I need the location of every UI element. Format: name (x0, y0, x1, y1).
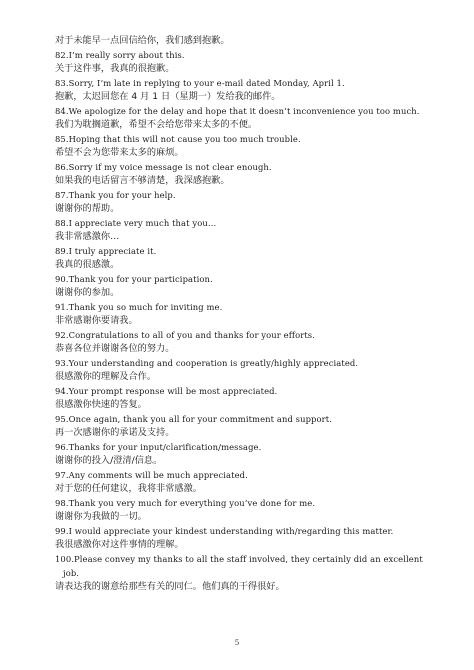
english-phrase-line: 84.We apologize for the delay and hope that it doesn’t inconvenience you too much. (55, 106, 420, 116)
chinese-translation-line: 对于未能早一点回信给你，我们感到抱歉。 (55, 35, 230, 46)
chinese-translation-line: 恭喜各位并谢谢各位的努力。 (55, 343, 175, 354)
chinese-translation-line: 很感激你快速的答复。 (55, 399, 147, 410)
english-phrase-line: 93.Your understanding and cooperation is greatly/highly appreciated. (55, 358, 359, 368)
english-phrase-line: 85.Hoping that this will not cause you too much trouble. (55, 134, 301, 144)
chinese-translation-line: 对于您的任何建议，我将非常感激。 (55, 483, 202, 494)
english-phrase-line: 94.Your prompt response will be most appreciated. (55, 386, 278, 396)
chinese-translation-line: 如果我的电话留言不够清楚，我深感抱歉。 (55, 175, 230, 186)
chinese-translation-line: 我非常感激你… (55, 231, 120, 242)
chinese-translation-line: 谢谢你为我做的一切。 (55, 511, 147, 522)
english-phrase-line: 89.I truly appreciate it. (55, 246, 157, 256)
chinese-translation-line: 谢谢你的投入/澄清/信息。 (55, 455, 163, 466)
english-phrase-line: 92.Congratulations to all of you and thanks for your efforts. (55, 330, 315, 340)
english-phrase-line: 99.I would appreciate your kindest understanding with/regarding this matter. (55, 526, 394, 536)
chinese-translation-line: 希望不会为您带来太多的麻烦。 (55, 147, 184, 158)
english-phrase-line: 88.I appreciate very much that you… (55, 218, 217, 228)
english-phrase-line: 96.Thanks for your input/clarification/message. (55, 442, 262, 452)
chinese-translation-line: 我们为耽搁道歉，希望不会给您带来太多的不便。 (55, 119, 258, 130)
english-phrase-line: 95.Once again, thank you all for your commitment and support. (55, 414, 332, 424)
english-phrase-line: 97.Any comments will be much appreciated. (55, 470, 248, 480)
english-phrase-line: 82.I’m really sorry about this. (55, 50, 185, 60)
english-phrase-line: 83.Sorry, I’m late in replying to your e-mail dated Monday, April 1. (55, 78, 345, 88)
english-phrase-line: 100.Please convey my thanks to all the staff involved, they certainly did an excellent (55, 554, 423, 564)
chinese-translation-line: 再一次感谢你的承诺及支持。 (55, 427, 175, 438)
chinese-translation-line: 请表达我的谢意给那些有关的同仁。他们真的干得很好。 (55, 581, 285, 592)
english-phrase-line: 87.Thank you for your help. (55, 190, 176, 200)
page-number: 5 (234, 637, 240, 647)
chinese-translation-line: 谢谢你的帮助。 (55, 203, 120, 214)
chinese-translation-line: 我很感激你对这件事情的理解。 (55, 539, 184, 550)
document-body (55, 34, 455, 594)
english-phrase-line: 91.Thank you so much for inviting me. (55, 302, 223, 312)
chinese-translation-line: 谢谢你的参加。 (55, 287, 120, 298)
chinese-translation-line: 我真的很感激。 (55, 259, 120, 270)
english-phrase-line: 90.Thank you for your participation. (55, 274, 213, 284)
english-phrase-line: 86.Sorry if my voice message is not clear enough. (55, 162, 272, 172)
chinese-translation-line: 很感激你的理解及合作。 (55, 371, 157, 382)
chinese-translation-line: 关于这件事，我真的很抱歉。 (55, 63, 175, 74)
english-phrase-line: job. (63, 568, 80, 578)
chinese-translation-line: 抱歉，太迟回您在 4 月 1 日（星期一）发给我的邮件。 (55, 91, 281, 102)
chinese-translation-line: 非常感谢你要请我。 (55, 315, 138, 326)
english-phrase-line: 98.Thank you very much for everything you’ve done for me. (55, 498, 316, 508)
